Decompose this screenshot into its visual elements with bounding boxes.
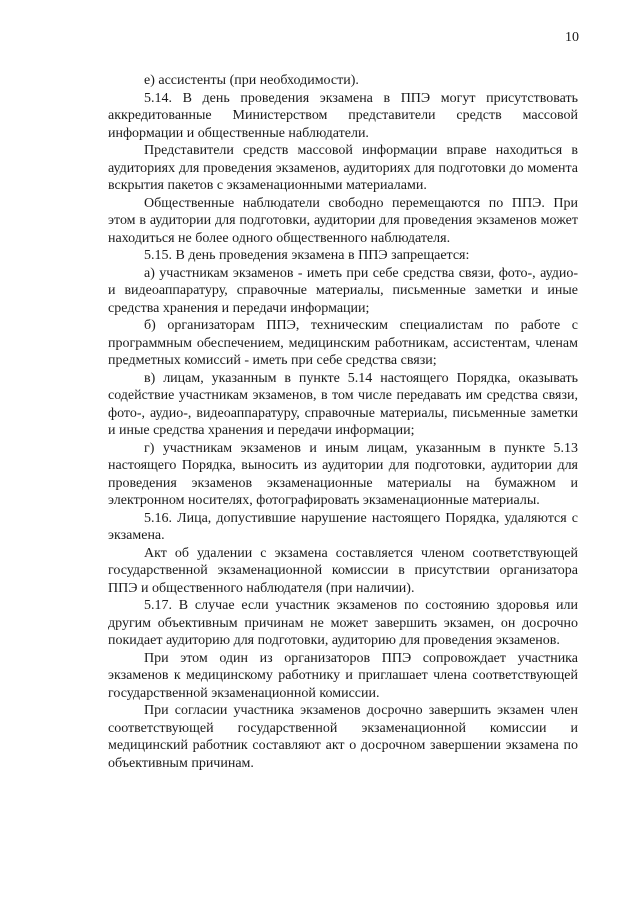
paragraph-public-observers: Общественные наблюдатели свободно перемещаются по ППЭ. При этом в аудитории для подготовки, аудитории для проведения экзаменов может находиться не более одного общественного наблюдателя. — [108, 195, 578, 246]
paragraph-5-17: 5.17. В случае если участник экзаменов по состоянию здоровья или другим объективным причинам не может завершить экзамен, он досрочно покидает аудиторию для подготовки, аудиторию для проведения экзаменов. — [108, 598, 578, 648]
paragraph-removal-act: Акт об удалении с экзамена составляется членом соответствующей государственной экзаменационной комиссии в присутствии организатора ППЭ и общественного наблюдателя (при наличии). — [108, 545, 578, 596]
paragraph-5-15-a: а) участникам экзаменов - иметь при себе средства связи, фото-, аудио- и видеоаппаратуру, справочные материалы, письменные заметки и иные средства хранения и передачи информации; — [108, 265, 578, 316]
paragraph-5-15: 5.15. В день проведения экзамена в ППЭ запрещается: — [144, 248, 470, 263]
paragraph-5-16: 5.16. Лица, допустившие нарушение настоящего Порядка, удаляются с экзамена. — [108, 510, 578, 543]
page-number: 10 — [565, 30, 579, 45]
paragraph-medical-escort: При этом один из организаторов ППЭ сопровождает участника экзаменов к медицинскому работнику и приглашает члена соответствующей государственной экзаменационной комиссии. — [108, 650, 578, 701]
paragraph-5-15-v: в) лицам, указанным в пункте 5.14 настоящего Порядка, оказывать содействие участникам экзаменов, в том числе передавать им средства связи, фото-, аудио-, видеоаппаратуру, справочные материалы, письменные заметки и иные средства хранения и передачи информации; — [108, 370, 578, 438]
document-body — [108, 72, 578, 772]
paragraph-early-completion-act: При согласии участника экзаменов досрочно завершить экзамен член соответствующей государственной экзаменационной комиссии и медицинский работник составляют акт о досрочном завершении экзамена по объективным причинам. — [108, 703, 578, 771]
paragraph-media-representatives: Представители средств массовой информации вправе находиться в аудиториях для проведения экзаменов, аудиториях для подготовки до момента вскрытия пакетов с экзаменационными материалами. — [108, 143, 578, 193]
paragraph-5-14: 5.14. В день проведения экзамена в ППЭ могут присутствовать аккредитованные Министерством представители средств массовой информации и общественные наблюдатели. — [108, 90, 578, 141]
paragraph-5-15-g: г) участникам экзаменов и иным лицам, указанным в пункте 5.13 настоящего Порядка, выносить из аудитории для подготовки, аудитории для проведения экзаменов экзаменационные материалы на бумажном и электронном носителях, фотографировать экзаменационные материалы. — [108, 440, 578, 508]
paragraph-assistants: е) ассистенты (при необходимости). — [144, 73, 359, 88]
paragraph-5-15-b: б) организаторам ППЭ, техническим специалистам по работе с программным обеспечением, медицинским работникам, ассистентам, членам предметных комиссий - иметь при себе средства связи; — [108, 318, 578, 368]
